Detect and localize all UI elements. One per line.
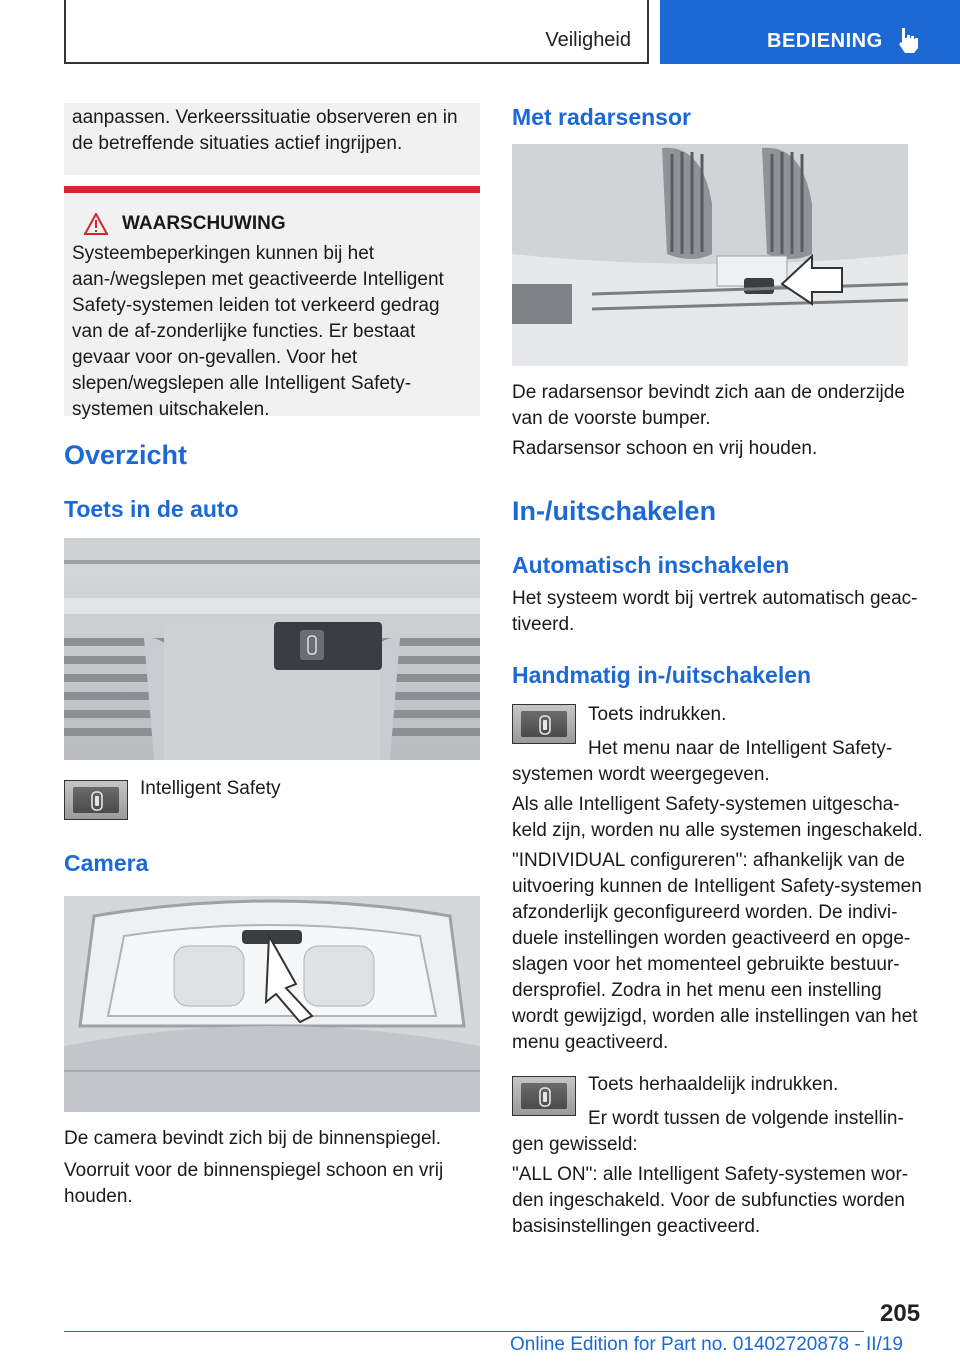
heading-camera: Camera [64, 850, 149, 876]
heading-button-in-car: Toets in de auto [64, 496, 239, 522]
camera-clean-text: Voorruit voor de binnenspiegel schoon en vrij houden. [64, 1160, 444, 1207]
radar-location-text: De radarsensor bevindt zich aan de onderzijde van de voorste bumper. [512, 382, 905, 429]
radar-sensor-image [512, 144, 908, 366]
automatic-on-text: Het systeem wordt bij vertrek automatisch geac-tiveerd. [512, 588, 918, 635]
header-tab-label: BEDIENING [767, 30, 883, 52]
warning-box [64, 186, 480, 420]
header-section-label: Veiligheid [545, 29, 631, 51]
button-label-intelligent-safety: Intelligent Safety [140, 778, 281, 799]
intelligent-safety-button-icon [64, 780, 128, 820]
heading-on-off: In-/uitschakelen [512, 496, 717, 526]
footer-divider [64, 1331, 864, 1332]
camera-location-text: De camera bevindt zich bij de binnenspiegel. [64, 1128, 442, 1149]
heading-manual-on-off: Handmatig in-/uitschakelen [512, 662, 812, 688]
header-section-box [64, 0, 649, 64]
warning-triangle-icon [84, 213, 108, 235]
manual-step2: Toets herhaaldelijk indrukken. [588, 1074, 839, 1095]
footer-edition: Online Edition for Part no. 01402720878 - II/19 [510, 1334, 903, 1355]
manual-individual-text: "INDIVIDUAL configureren": afhankelijk van de uitvoering kunnen de Intelligent Safety-systemen afzonderlijk geconfigureerd worden. De indivi-duele instellingen worden geactiveerd en opge-slagen voor het momenteel gebruikte bestuur-dersprofiel. Zodra in het menu een instelling wordt gewijzigd, worden alle instellingen van het menu geactiveerd. [512, 850, 922, 1053]
intro-text: aanpassen. Verkeerssituatie observeren en in de betreffende situaties actief ingrijpen. [64, 103, 480, 175]
heading-overview: Overzicht [64, 440, 188, 470]
page-number: 205 [880, 1300, 921, 1327]
warning-title: WAARSCHUWING [72, 211, 472, 237]
manual-step1: Toets indrukken. [588, 704, 727, 725]
header-tab[interactable] [660, 0, 960, 64]
manual-all-on-text: "ALL ON": alle Intelligent Safety-systemen wor-den ingeschakeld. Voor de subfuncties worden basisinstellingen geactiveerd. [512, 1164, 909, 1237]
manual-step2-result: Er wordt tussen de volgende instellin-gen gewisseld: [512, 1108, 904, 1155]
manual-all-off-text: Als alle Intelligent Safety-systemen uitgescha-keld zijn, worden nu alle systemen ingeschakeld. [512, 794, 923, 841]
radar-clean-text: Radarsensor schoon en vrij houden. [512, 438, 818, 459]
warning-body: Systeembeperkingen kunnen bij het aan-/wegslepen met geactiveerde Intelligent Safety-systemen leiden tot verkeerd gedrag van de af-zonderlijke functies. Er bestaat gevaar voor on-gevallen. Voor het slepen/wegslepen alle Intelligent Safety-systemen uitschakelen. [72, 243, 444, 420]
heading-radar-sensor: Met radarsensor [512, 104, 691, 130]
dashboard-button-image [64, 538, 480, 760]
hand-pointer-icon [896, 26, 920, 54]
camera-image [64, 896, 480, 1112]
heading-automatic-on: Automatisch inschakelen [512, 552, 790, 578]
manual-step1-result: Het menu naar de Intelligent Safety-systemen wordt weergegeven. [512, 738, 893, 785]
